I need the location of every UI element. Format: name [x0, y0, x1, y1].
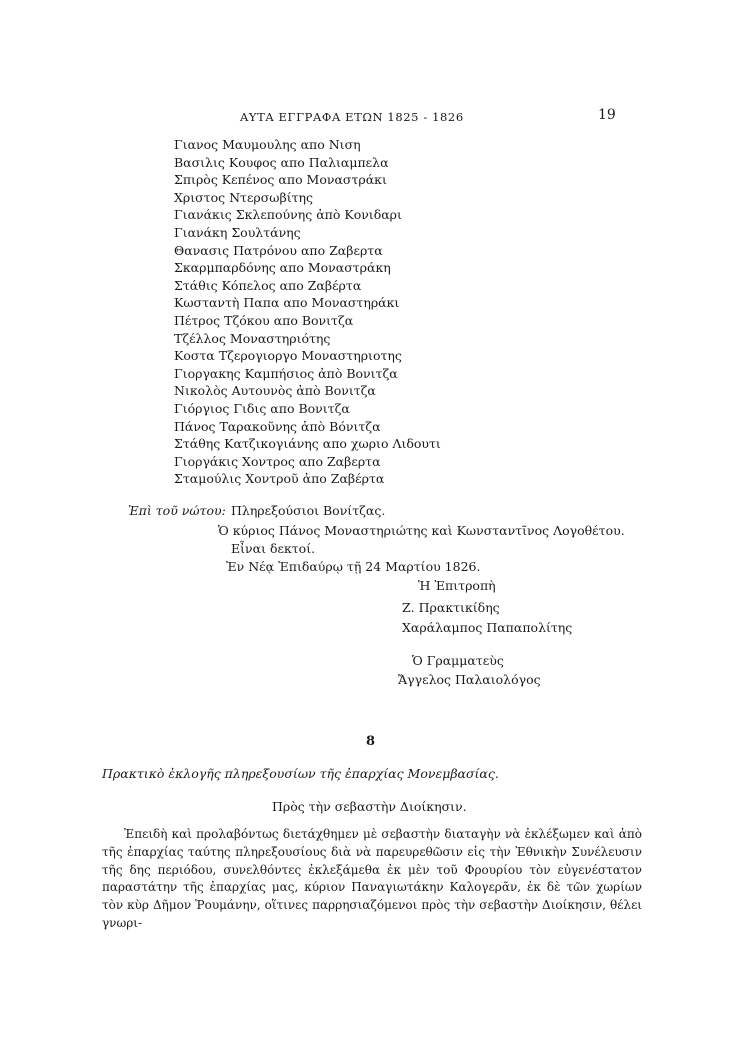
- names-list: [174, 136, 441, 488]
- verso-line: Εἶναι δεκτοί.: [231, 541, 316, 556]
- verso-line: Ὁ κύριος Πάνος Μοναστηριώτης καὶ Κωνσταντῖνος Λογοθέτου.: [218, 523, 625, 538]
- committee-title: Ἡ Ἐπιτροπὴ: [418, 578, 496, 593]
- name-entry: Πάνος Ταρακοῦνης ἀπὸ Βόνιτζα: [174, 418, 381, 434]
- name-entry: Κωσταντὴ Παπα απο Μοναστηράκι: [174, 295, 400, 311]
- verso-line: Πληρεξούσιοι Βονίτζας.: [231, 503, 386, 518]
- running-header: ΑΥΤΑ ΕΓΓΡΑΦΑ ΕΤΩΝ 1825 - 1826: [240, 110, 464, 124]
- name-entry: Θανασις Πατρόνου απο Ζαβερτα: [174, 242, 383, 258]
- name-entry: Χριστος Ντερσωβίτης: [174, 189, 314, 205]
- name-entry: Νικολὸς Αυτουνὸς ἀπὸ Βονιτζα: [174, 383, 376, 399]
- name-entry: Βασιλις Κουφος απο Παλιαμπελα: [174, 154, 389, 170]
- name-entry: Σπιρὸς Κεπένος απο Μοναστράκι: [174, 172, 387, 188]
- name-entry: Γιοργάκις Χοντρος απο Ζαβερτα: [174, 453, 381, 469]
- name-entry: Γιανάκις Σκλεπούνης ἀπὸ Κονιδαρι: [174, 207, 402, 223]
- name-entry: Γιανάκη Σουλτάνης: [174, 224, 301, 240]
- body-paragraph: Ἐπειδὴ καὶ προλαβόντως διετάχθημεν μὲ σεβαστὴν διαταγὴν νὰ ἐκλέξωμεν καὶ ἀπὸ τῆς ἐπαρχίας ταύτης πληρεξουσίους διὰ νὰ παρευρεθῶσιν εἰς τὴν Ἐθνικὴν Συνέλευσιν τῆς δης περιόδου, συνελθόντες ἐκλεξάμεθα ἐκ μὲν τοῦ Φρουρίου τὸν εὐγενέστατον παραστάτην τῆς ἐπαρχίας μας, κύριον Παναγιωτάκην Καλογερᾶν, ἐκ δὲ τῶν χωρίων τὸν κὺρ Δῆμον Ῥουμάνην, οἵτινες παρρησιαζόμενοι πρὸς τὴν σεβαστὴν Διοίκησιν, θέλει γνωρι-: [102, 827, 642, 930]
- secretary-name: Ἄγγελος Παλαιολόγος: [398, 672, 541, 687]
- signature-name: Χαράλαμπος Παπαπολίτης: [402, 620, 573, 635]
- name-entry: Σκαρμπαρδόνης απο Μοναστράκη: [174, 260, 391, 276]
- page-number: 19: [598, 107, 616, 123]
- verso-label: Ἐπὶ τοῦ νώτου:: [128, 503, 226, 518]
- name-entry: Γιοργακης Καμπήσιος ἀπὸ Βονιτζα: [174, 365, 398, 381]
- name-entry: Γιόργιος Γιδις απο Βονιτζα: [174, 400, 350, 416]
- name-entry: Κοστα Τζερογιοργο Μοναστηριοτης: [174, 348, 402, 364]
- secretary-title: Ὁ Γραμματεὺς: [412, 653, 504, 668]
- addressee-line: Πρὸς τὴν σεβαστὴν Διοίκησιν.: [272, 799, 467, 814]
- document-number: 8: [366, 734, 376, 749]
- name-entry: Τζέλλος Μοναστηριότης: [174, 330, 331, 346]
- name-entry: Πέτρος Τζόκου απο Βονιτζα: [174, 312, 354, 328]
- name-entry: Στάθης Κατζικογιάνης απο χωριο Λιδουτι: [174, 436, 441, 452]
- name-entry: Σταμούλις Χοντροῦ ἀπο Ζαβέρτα: [174, 471, 385, 487]
- name-entry: Στάθις Κόπελος απο Ζαβέρτα: [174, 277, 362, 293]
- signature-name: Ζ. Πρακτικίδης: [402, 600, 500, 615]
- name-entry: Γιανος Μαυμουλης απο Νιση: [174, 137, 361, 152]
- document-title: Πρακτικὸ ἐκλογῆς πληρεξουσίων τῆς ἐπαρχίας Μονεμβασίας.: [102, 766, 499, 781]
- verso-date-line: Ἐν Νέᾳ Ἐπιδαύρῳ τῇ 24 Μαρτίου 1826.: [226, 559, 481, 574]
